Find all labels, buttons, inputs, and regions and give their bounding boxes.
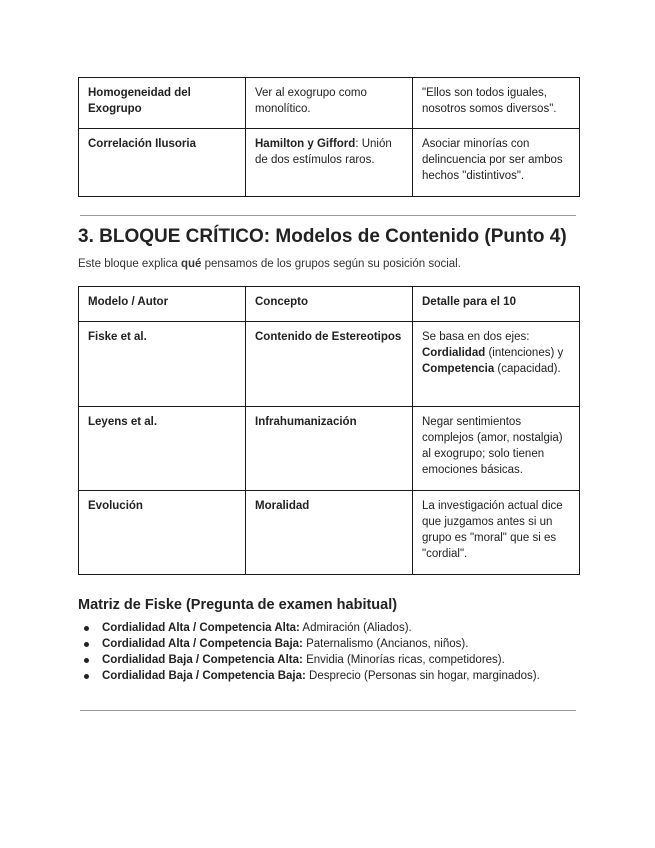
table-cell: Infrahumanización: [246, 407, 413, 491]
cell-text: (intenciones) y: [485, 347, 564, 359]
intro-emphasis: qué: [180, 258, 202, 270]
cell-emphasis: Competencia: [422, 363, 495, 375]
table-cell: Leyens et al.: [79, 407, 246, 491]
list-item: [78, 620, 540, 636]
item-label: Cordialidad Baja / Competencia Alta:: [102, 654, 303, 666]
table-header-row: [79, 287, 580, 322]
item-text: Admiración (Aliados).: [299, 622, 412, 634]
table-bias-effects: [78, 77, 580, 197]
bullet-icon: [84, 674, 89, 679]
table-row: [79, 78, 580, 129]
table-cell: Negar sentimientos complejos (amor, nostalgia) al exogrupo; solo tienen emociones básicas.: [413, 407, 580, 491]
table-cell: Contenido de Estereotipos: [246, 322, 413, 407]
table-cell: "Ellos son todos iguales, nosotros somos diversos".: [413, 78, 580, 129]
column-header: Detalle para el 10: [413, 287, 580, 322]
table-row: [79, 407, 580, 491]
bullet-icon: [84, 626, 89, 631]
table-cell: Correlación Ilusoria: [79, 129, 246, 197]
table-cell: Homogeneidad del Exogrupo: [79, 78, 246, 129]
table-row: [79, 322, 580, 407]
matrix-heading: Matriz de Fiske (Pregunta de examen habitual): [78, 597, 398, 613]
section-intro: [78, 258, 461, 270]
section-heading: 3. BLOQUE CRÍTICO: Modelos de Contenido (Punto 4): [78, 226, 567, 247]
fiske-matrix-list: [78, 620, 540, 684]
intro-text: pensamos de los grupos según su posición social.: [201, 258, 461, 270]
item-text: Paternalismo (Ancianos, niños).: [302, 638, 469, 650]
table-cell: Asociar minorías con delincuencia por ser ambos hechos "distintivos".: [413, 129, 580, 197]
table-cell: Moralidad: [246, 491, 413, 575]
cell-text: Se basa en dos ejes:: [422, 331, 530, 343]
item-label: Cordialidad Alta / Competencia Alta:: [102, 622, 300, 634]
table-cell: La investigación actual dice que juzgamos antes si un grupo es "moral" que si es "cordial".: [413, 491, 580, 575]
divider: [80, 710, 576, 711]
list-item: [78, 668, 540, 684]
item-label: Cordialidad Alta / Competencia Baja:: [102, 638, 303, 650]
table-content-models: [78, 286, 580, 575]
bullet-icon: [84, 642, 89, 647]
table-cell: [413, 322, 580, 407]
column-header: Modelo / Autor: [79, 287, 246, 322]
table-cell: Ver al exogrupo como monolítico.: [246, 78, 413, 129]
item-text: Envidia (Minorías ricas, competidores).: [302, 654, 505, 666]
cell-text: (capacidad).: [494, 363, 561, 375]
list-item: [78, 636, 540, 652]
bullet-icon: [84, 658, 89, 663]
author-name: Hamilton y Gifford: [255, 138, 356, 150]
list-item: [78, 652, 540, 668]
divider: [80, 215, 576, 216]
table-row: [79, 129, 580, 197]
table-cell: [246, 129, 413, 197]
intro-text: Este bloque explica: [78, 258, 181, 270]
table-cell: Evolución: [79, 491, 246, 575]
table-row: [79, 491, 580, 575]
item-label: Cordialidad Baja / Competencia Baja:: [102, 670, 306, 682]
cell-text: : Unión de dos estímulos raros.: [255, 138, 392, 166]
item-text: Desprecio (Personas sin hogar, marginados).: [305, 670, 540, 682]
cell-emphasis: Cordialidad: [422, 347, 486, 359]
table-cell: Fiske et al.: [79, 322, 246, 407]
column-header: Concepto: [246, 287, 413, 322]
